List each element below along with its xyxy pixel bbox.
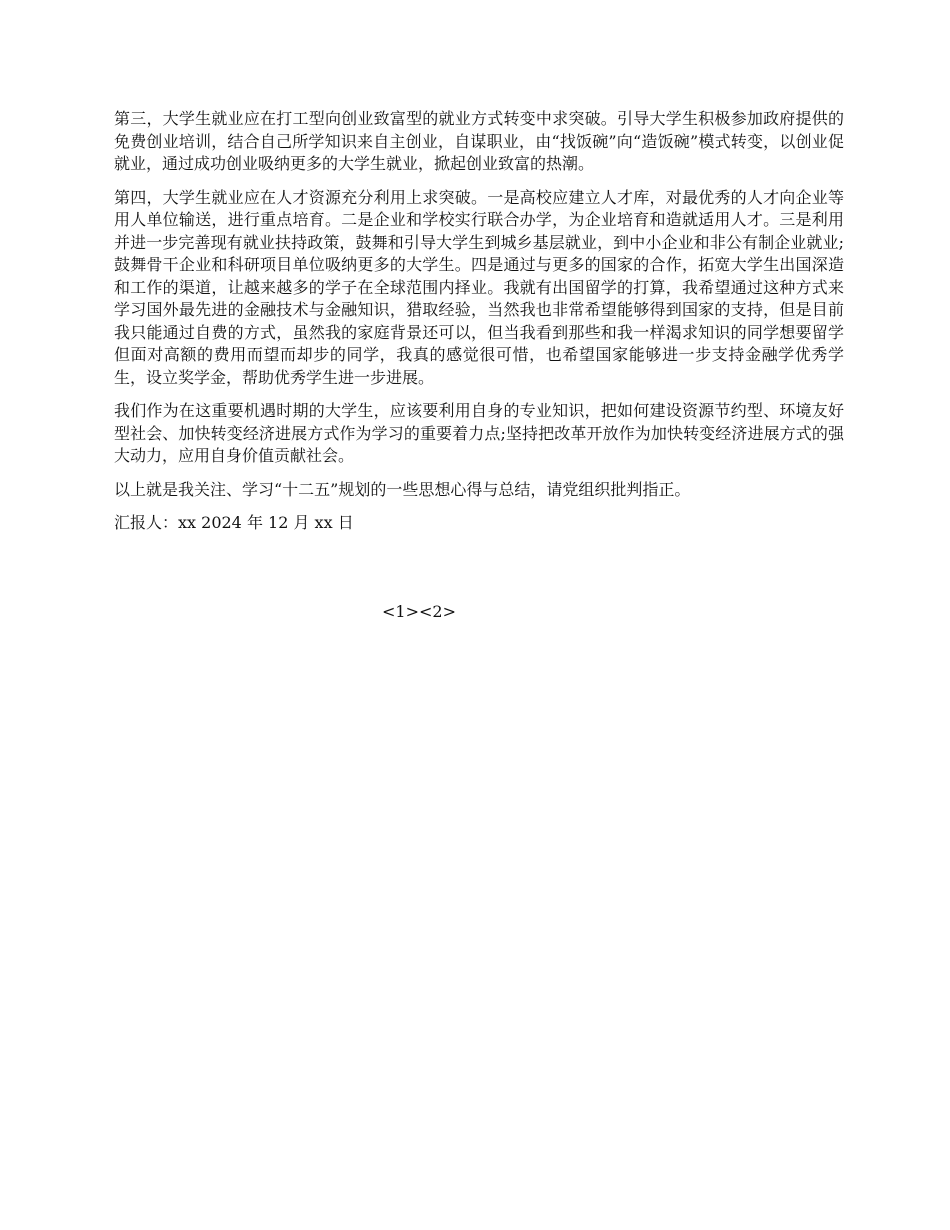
page-link-1[interactable]: <1> xyxy=(382,602,419,621)
pagination xyxy=(114,601,724,624)
paragraph-fourth-point: 第四，大学生就业应在人才资源充分利用上求突破。一是高校应建立人才库，对最优秀的人才向企业等用人单位输送，进行重点培育。二是企业和学校实行联合办学，为企业培育和造就适用人才。三是利用并进一步完善现有就业扶持政策，鼓舞和引导大学生到城乡基层就业，到中小企业和非公有制企业就业;鼓舞骨干企业和科研项目单位吸纳更多的大学生。四是通过与更多的国家的合作，拓宽大学生出国深造和工作的渠道，让越来越多的学子在全球范围内择业。我就有出国留学的打算，我希望通过这种方式来学习国外最先进的金融技术与金融知识，猎取经验，当然我也非常希望能够得到国家的支持，但是目前我只能通过自费的方式，虽然我的家庭背景还可以，但当我看到那些和我一样渴求知识的同学想要留学但面对高额的费用而望而却步的同学，我真的感觉很可惜，也希望国家能够进一步支持金融学优秀学生，设立奖学金，帮助优秀学生进一步进展。 xyxy=(114,187,844,387)
paragraph-student-role: 我们作为在这重要机遇时期的大学生，应该要利用自身的专业知识，把如何建设资源节约型、环境友好型社会、加快转变经济进展方式作为学习的重要着力点;坚持把改革开放作为加快转变经济进展方式的强大动力，应用自身价值贡献社会。 xyxy=(114,401,844,465)
paragraph-conclusion: 以上就是我关注、学习“十二五”规划的一些思想心得与总结，请党组织批判指正。 xyxy=(114,479,691,499)
document-body xyxy=(114,108,844,621)
signature-line: 汇报人：xx 2024 年 12 月 xx 日 xyxy=(114,513,354,532)
page-link-2[interactable]: <2> xyxy=(419,602,456,621)
paragraph-third-point: 第三，大学生就业应在打工型向创业致富型的就业方式转变中求突破。引导大学生积极参加政府提供的免费创业培训，结合自己所学知识来自主创业，自谋职业，由“找饭碗”向“造饭碗”模式转变，以创业促就业，通过成功创业吸纳更多的大学生就业，掀起创业致富的热潮。 xyxy=(114,109,844,173)
